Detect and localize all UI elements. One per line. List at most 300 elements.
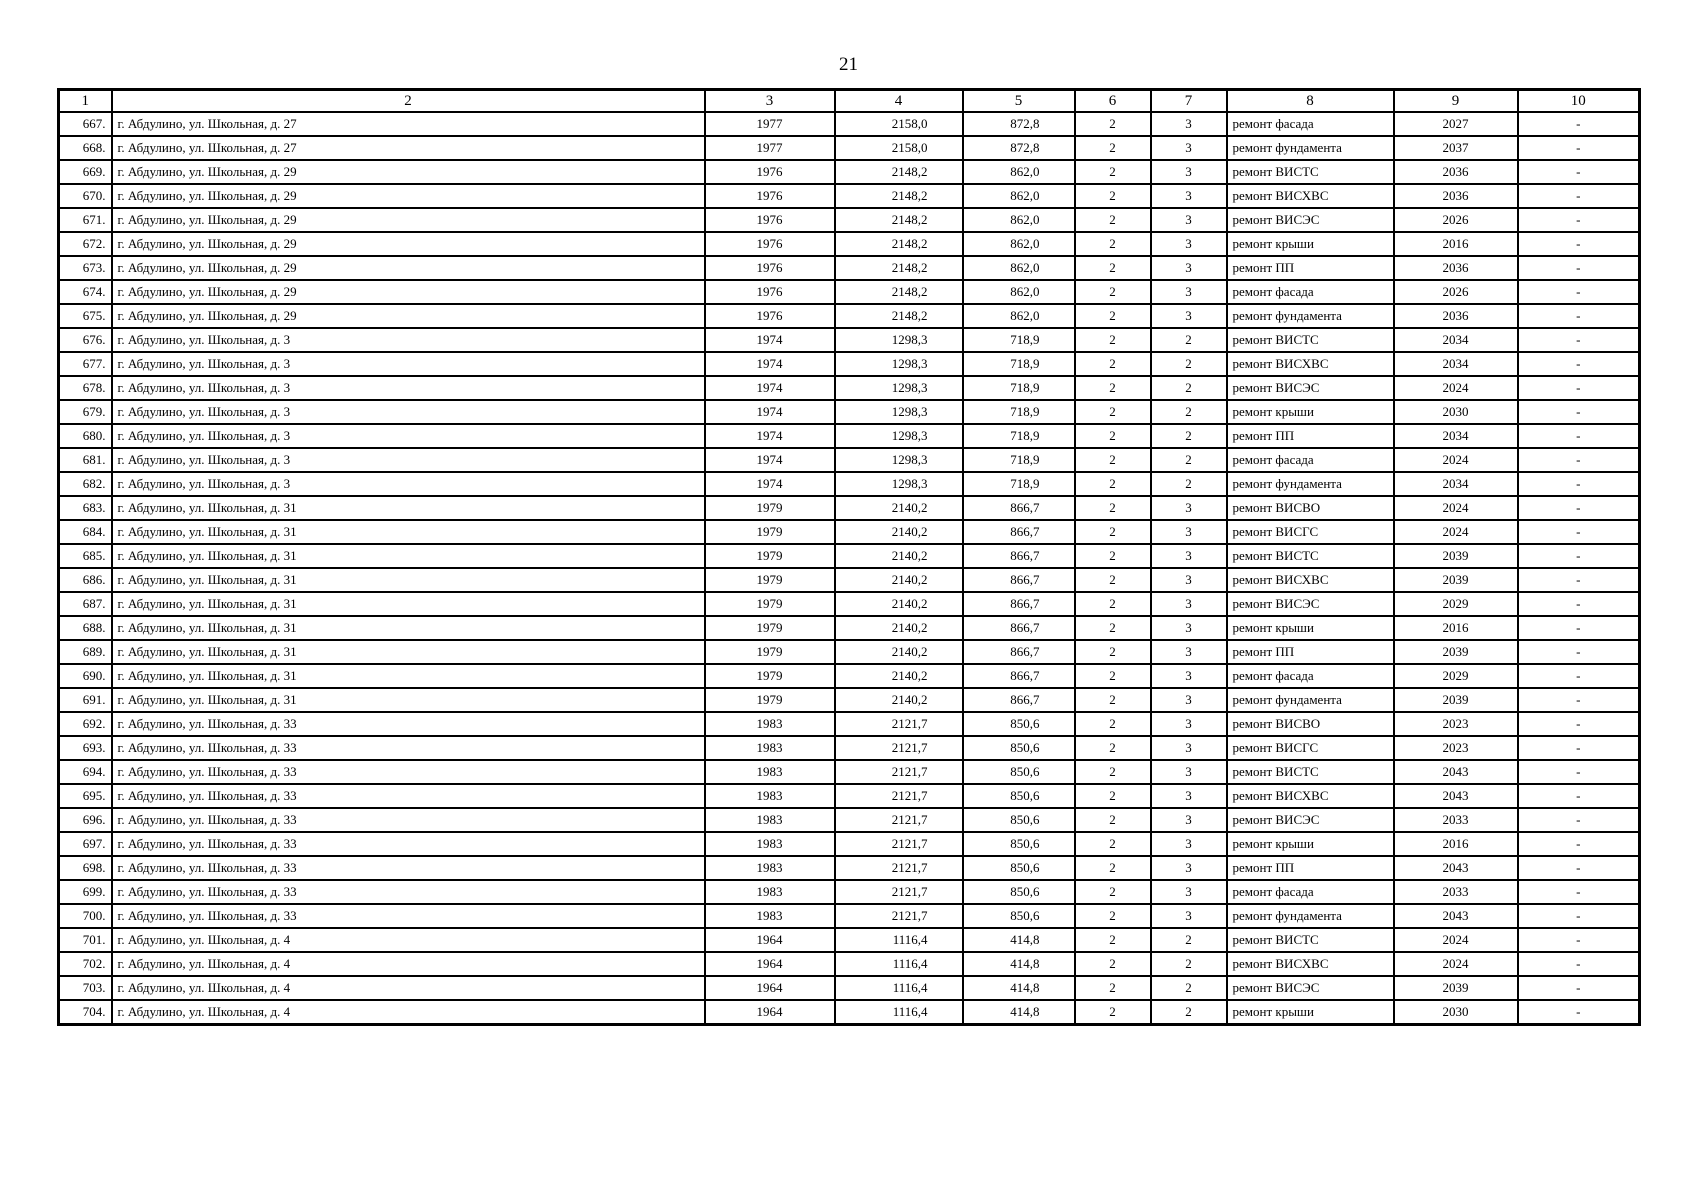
- cell-floors: 2: [1075, 928, 1151, 952]
- column-header: 10: [1518, 90, 1640, 113]
- cell-work-type: ремонт ПП: [1227, 856, 1394, 880]
- cell-floors: 2: [1075, 328, 1151, 352]
- cell-entrances: 3: [1151, 712, 1227, 736]
- cell-entrances: 3: [1151, 304, 1227, 328]
- cell-total-area: 2140,2: [835, 640, 963, 664]
- table-row: [59, 472, 1640, 496]
- cell-address: г. Абдулино, ул. Школьная, д. 33: [112, 736, 705, 760]
- cell-floors: 2: [1075, 712, 1151, 736]
- cell-row-number: 704.: [59, 1000, 112, 1025]
- cell-entrances: 3: [1151, 136, 1227, 160]
- table-row: [59, 184, 1640, 208]
- cell-total-area: 2140,2: [835, 592, 963, 616]
- cell-floors: 2: [1075, 568, 1151, 592]
- cell-year-built: 1983: [705, 856, 835, 880]
- cell-year-built: 1974: [705, 448, 835, 472]
- cell-year-built: 1983: [705, 784, 835, 808]
- table-row: [59, 448, 1640, 472]
- table-row: [59, 424, 1640, 448]
- cell-work-type: ремонт ВИСТС: [1227, 928, 1394, 952]
- cell-year-built: 1979: [705, 688, 835, 712]
- cell-address: г. Абдулино, ул. Школьная, д. 4: [112, 1000, 705, 1025]
- cell-note: -: [1518, 328, 1640, 352]
- cell-year-built: 1979: [705, 568, 835, 592]
- cell-living-area: 850,6: [963, 760, 1075, 784]
- cell-planned-year: 2034: [1394, 472, 1518, 496]
- cell-year-built: 1974: [705, 424, 835, 448]
- cell-address: г. Абдулино, ул. Школьная, д. 31: [112, 544, 705, 568]
- cell-note: -: [1518, 880, 1640, 904]
- cell-note: -: [1518, 832, 1640, 856]
- housing-repair-table: [57, 88, 1641, 1026]
- cell-entrances: 3: [1151, 112, 1227, 136]
- cell-entrances: 3: [1151, 256, 1227, 280]
- cell-note: -: [1518, 448, 1640, 472]
- column-header: 4: [835, 90, 963, 113]
- cell-total-area: 2158,0: [835, 136, 963, 160]
- cell-entrances: 3: [1151, 520, 1227, 544]
- cell-address: г. Абдулино, ул. Школьная, д. 3: [112, 448, 705, 472]
- cell-note: -: [1518, 520, 1640, 544]
- table-row: [59, 256, 1640, 280]
- cell-address: г. Абдулино, ул. Школьная, д. 3: [112, 376, 705, 400]
- cell-planned-year: 2024: [1394, 520, 1518, 544]
- cell-row-number: 697.: [59, 832, 112, 856]
- cell-total-area: 1298,3: [835, 424, 963, 448]
- cell-living-area: 862,0: [963, 304, 1075, 328]
- table-row: [59, 664, 1640, 688]
- table-row: [59, 976, 1640, 1000]
- cell-planned-year: 2039: [1394, 568, 1518, 592]
- cell-row-number: 695.: [59, 784, 112, 808]
- cell-work-type: ремонт фасада: [1227, 112, 1394, 136]
- cell-address: г. Абдулино, ул. Школьная, д. 4: [112, 928, 705, 952]
- cell-living-area: 872,8: [963, 112, 1075, 136]
- cell-row-number: 678.: [59, 376, 112, 400]
- cell-entrances: 3: [1151, 496, 1227, 520]
- cell-planned-year: 2029: [1394, 592, 1518, 616]
- column-header: 7: [1151, 90, 1227, 113]
- cell-note: -: [1518, 376, 1640, 400]
- cell-work-type: ремонт фундамента: [1227, 304, 1394, 328]
- cell-year-built: 1979: [705, 664, 835, 688]
- cell-floors: 2: [1075, 424, 1151, 448]
- cell-year-built: 1976: [705, 184, 835, 208]
- cell-floors: 2: [1075, 832, 1151, 856]
- cell-floors: 2: [1075, 856, 1151, 880]
- table-row: [59, 928, 1640, 952]
- cell-living-area: 866,7: [963, 496, 1075, 520]
- cell-planned-year: 2023: [1394, 736, 1518, 760]
- cell-planned-year: 2016: [1394, 232, 1518, 256]
- cell-total-area: 1116,4: [835, 976, 963, 1000]
- cell-planned-year: 2039: [1394, 976, 1518, 1000]
- cell-entrances: 2: [1151, 472, 1227, 496]
- cell-row-number: 682.: [59, 472, 112, 496]
- cell-row-number: 698.: [59, 856, 112, 880]
- cell-address: г. Абдулино, ул. Школьная, д. 31: [112, 688, 705, 712]
- cell-living-area: 850,6: [963, 880, 1075, 904]
- cell-living-area: 850,6: [963, 904, 1075, 928]
- cell-total-area: 1116,4: [835, 1000, 963, 1025]
- table-row: [59, 712, 1640, 736]
- cell-work-type: ремонт крыши: [1227, 232, 1394, 256]
- cell-work-type: ремонт фундамента: [1227, 904, 1394, 928]
- cell-note: -: [1518, 688, 1640, 712]
- table-row: [59, 160, 1640, 184]
- table-body: [59, 112, 1640, 1025]
- cell-planned-year: 2037: [1394, 136, 1518, 160]
- cell-total-area: 2121,7: [835, 760, 963, 784]
- cell-address: г. Абдулино, ул. Школьная, д. 31: [112, 592, 705, 616]
- cell-address: г. Абдулино, ул. Школьная, д. 31: [112, 616, 705, 640]
- cell-year-built: 1974: [705, 328, 835, 352]
- cell-floors: 2: [1075, 256, 1151, 280]
- table-row: [59, 688, 1640, 712]
- cell-entrances: 3: [1151, 664, 1227, 688]
- cell-note: -: [1518, 592, 1640, 616]
- cell-note: -: [1518, 472, 1640, 496]
- cell-work-type: ремонт фундамента: [1227, 136, 1394, 160]
- column-header: 1: [59, 90, 112, 113]
- cell-living-area: 862,0: [963, 232, 1075, 256]
- cell-floors: 2: [1075, 160, 1151, 184]
- table-row: [59, 1000, 1640, 1025]
- cell-note: -: [1518, 280, 1640, 304]
- cell-total-area: 2121,7: [835, 784, 963, 808]
- cell-living-area: 862,0: [963, 208, 1075, 232]
- cell-year-built: 1976: [705, 280, 835, 304]
- cell-work-type: ремонт ПП: [1227, 640, 1394, 664]
- cell-floors: 2: [1075, 544, 1151, 568]
- cell-total-area: 1298,3: [835, 400, 963, 424]
- cell-note: -: [1518, 352, 1640, 376]
- table-row: [59, 304, 1640, 328]
- cell-total-area: 2140,2: [835, 520, 963, 544]
- cell-planned-year: 2036: [1394, 304, 1518, 328]
- cell-note: -: [1518, 424, 1640, 448]
- cell-planned-year: 2036: [1394, 256, 1518, 280]
- cell-living-area: 866,7: [963, 664, 1075, 688]
- cell-floors: 2: [1075, 280, 1151, 304]
- cell-row-number: 672.: [59, 232, 112, 256]
- column-header: 3: [705, 90, 835, 113]
- cell-living-area: 862,0: [963, 160, 1075, 184]
- cell-floors: 2: [1075, 472, 1151, 496]
- cell-address: г. Абдулино, ул. Школьная, д. 29: [112, 304, 705, 328]
- table-row: [59, 904, 1640, 928]
- cell-entrances: 3: [1151, 688, 1227, 712]
- cell-floors: 2: [1075, 304, 1151, 328]
- cell-address: г. Абдулино, ул. Школьная, д. 31: [112, 496, 705, 520]
- cell-living-area: 718,9: [963, 328, 1075, 352]
- cell-living-area: 866,7: [963, 544, 1075, 568]
- cell-total-area: 2121,7: [835, 832, 963, 856]
- cell-planned-year: 2024: [1394, 376, 1518, 400]
- cell-floors: 2: [1075, 784, 1151, 808]
- cell-total-area: 1298,3: [835, 472, 963, 496]
- cell-row-number: 680.: [59, 424, 112, 448]
- cell-total-area: 2140,2: [835, 688, 963, 712]
- cell-address: г. Абдулино, ул. Школьная, д. 4: [112, 952, 705, 976]
- cell-planned-year: 2043: [1394, 904, 1518, 928]
- table-row: [59, 496, 1640, 520]
- cell-year-built: 1964: [705, 976, 835, 1000]
- cell-row-number: 681.: [59, 448, 112, 472]
- cell-living-area: 872,8: [963, 136, 1075, 160]
- cell-address: г. Абдулино, ул. Школьная, д. 29: [112, 232, 705, 256]
- cell-planned-year: 2039: [1394, 688, 1518, 712]
- cell-work-type: ремонт ВИСХВС: [1227, 784, 1394, 808]
- cell-work-type: ремонт ПП: [1227, 256, 1394, 280]
- cell-row-number: 677.: [59, 352, 112, 376]
- cell-total-area: 2121,7: [835, 712, 963, 736]
- cell-work-type: ремонт ВИСТС: [1227, 160, 1394, 184]
- cell-living-area: 866,7: [963, 592, 1075, 616]
- cell-floors: 2: [1075, 136, 1151, 160]
- cell-year-built: 1974: [705, 400, 835, 424]
- cell-row-number: 673.: [59, 256, 112, 280]
- cell-total-area: 2140,2: [835, 664, 963, 688]
- cell-total-area: 1116,4: [835, 928, 963, 952]
- cell-address: г. Абдулино, ул. Школьная, д. 31: [112, 568, 705, 592]
- cell-floors: 2: [1075, 592, 1151, 616]
- cell-address: г. Абдулино, ул. Школьная, д. 3: [112, 424, 705, 448]
- cell-floors: 2: [1075, 352, 1151, 376]
- cell-note: -: [1518, 232, 1640, 256]
- cell-work-type: ремонт ВИСХВС: [1227, 952, 1394, 976]
- cell-floors: 2: [1075, 208, 1151, 232]
- cell-planned-year: 2026: [1394, 280, 1518, 304]
- cell-year-built: 1977: [705, 112, 835, 136]
- table-row: [59, 352, 1640, 376]
- cell-floors: 2: [1075, 376, 1151, 400]
- cell-work-type: ремонт ВИСТС: [1227, 544, 1394, 568]
- cell-work-type: ремонт ВИСГС: [1227, 736, 1394, 760]
- cell-note: -: [1518, 808, 1640, 832]
- cell-row-number: 700.: [59, 904, 112, 928]
- cell-note: -: [1518, 976, 1640, 1000]
- cell-note: -: [1518, 544, 1640, 568]
- cell-living-area: 866,7: [963, 520, 1075, 544]
- cell-entrances: 3: [1151, 280, 1227, 304]
- cell-entrances: 3: [1151, 208, 1227, 232]
- cell-planned-year: 2043: [1394, 760, 1518, 784]
- cell-work-type: ремонт фундамента: [1227, 688, 1394, 712]
- cell-work-type: ремонт фасада: [1227, 664, 1394, 688]
- cell-work-type: ремонт ВИСХВС: [1227, 352, 1394, 376]
- cell-planned-year: 2024: [1394, 928, 1518, 952]
- cell-planned-year: 2030: [1394, 1000, 1518, 1025]
- cell-row-number: 674.: [59, 280, 112, 304]
- cell-planned-year: 2043: [1394, 856, 1518, 880]
- cell-year-built: 1979: [705, 592, 835, 616]
- cell-floors: 2: [1075, 904, 1151, 928]
- cell-living-area: 850,6: [963, 712, 1075, 736]
- column-header: 2: [112, 90, 705, 113]
- cell-address: г. Абдулино, ул. Школьная, д. 33: [112, 832, 705, 856]
- cell-address: г. Абдулино, ул. Школьная, д. 33: [112, 760, 705, 784]
- cell-floors: 2: [1075, 952, 1151, 976]
- cell-living-area: 850,6: [963, 736, 1075, 760]
- cell-total-area: 1298,3: [835, 352, 963, 376]
- cell-living-area: 866,7: [963, 616, 1075, 640]
- cell-address: г. Абдулино, ул. Школьная, д. 29: [112, 184, 705, 208]
- cell-entrances: 3: [1151, 568, 1227, 592]
- cell-note: -: [1518, 784, 1640, 808]
- cell-floors: 2: [1075, 448, 1151, 472]
- cell-living-area: 414,8: [963, 1000, 1075, 1025]
- cell-floors: 2: [1075, 232, 1151, 256]
- cell-total-area: 2148,2: [835, 160, 963, 184]
- cell-planned-year: 2027: [1394, 112, 1518, 136]
- cell-row-number: 670.: [59, 184, 112, 208]
- cell-floors: 2: [1075, 112, 1151, 136]
- cell-work-type: ремонт крыши: [1227, 832, 1394, 856]
- cell-entrances: 2: [1151, 976, 1227, 1000]
- cell-row-number: 696.: [59, 808, 112, 832]
- cell-row-number: 694.: [59, 760, 112, 784]
- table-row: [59, 760, 1640, 784]
- table-row: [59, 640, 1640, 664]
- cell-floors: 2: [1075, 520, 1151, 544]
- cell-address: г. Абдулино, ул. Школьная, д. 29: [112, 208, 705, 232]
- cell-address: г. Абдулино, ул. Школьная, д. 3: [112, 400, 705, 424]
- cell-row-number: 671.: [59, 208, 112, 232]
- cell-living-area: 862,0: [963, 280, 1075, 304]
- cell-total-area: 2121,7: [835, 808, 963, 832]
- cell-living-area: 862,0: [963, 256, 1075, 280]
- cell-living-area: 718,9: [963, 448, 1075, 472]
- cell-row-number: 683.: [59, 496, 112, 520]
- cell-planned-year: 2033: [1394, 808, 1518, 832]
- cell-living-area: 414,8: [963, 976, 1075, 1000]
- cell-work-type: ремонт ВИСЭС: [1227, 592, 1394, 616]
- table-row: [59, 808, 1640, 832]
- cell-note: -: [1518, 208, 1640, 232]
- cell-note: -: [1518, 496, 1640, 520]
- cell-entrances: 3: [1151, 760, 1227, 784]
- cell-entrances: 2: [1151, 352, 1227, 376]
- cell-year-built: 1964: [705, 952, 835, 976]
- cell-work-type: ремонт ВИСВО: [1227, 496, 1394, 520]
- cell-entrances: 2: [1151, 376, 1227, 400]
- cell-total-area: 1298,3: [835, 376, 963, 400]
- cell-floors: 2: [1075, 760, 1151, 784]
- cell-total-area: 2148,2: [835, 232, 963, 256]
- cell-entrances: 3: [1151, 880, 1227, 904]
- cell-note: -: [1518, 856, 1640, 880]
- cell-year-built: 1983: [705, 736, 835, 760]
- cell-work-type: ремонт ВИСГС: [1227, 520, 1394, 544]
- cell-year-built: 1979: [705, 640, 835, 664]
- cell-living-area: 414,8: [963, 952, 1075, 976]
- cell-total-area: 2140,2: [835, 616, 963, 640]
- cell-floors: 2: [1075, 880, 1151, 904]
- cell-total-area: 2148,2: [835, 280, 963, 304]
- cell-row-number: 675.: [59, 304, 112, 328]
- cell-year-built: 1983: [705, 904, 835, 928]
- cell-address: г. Абдулино, ул. Школьная, д. 3: [112, 472, 705, 496]
- column-header: 8: [1227, 90, 1394, 113]
- cell-year-built: 1976: [705, 256, 835, 280]
- cell-planned-year: 2036: [1394, 184, 1518, 208]
- cell-row-number: 699.: [59, 880, 112, 904]
- cell-work-type: ремонт крыши: [1227, 1000, 1394, 1025]
- cell-floors: 2: [1075, 640, 1151, 664]
- cell-address: г. Абдулино, ул. Школьная, д. 33: [112, 880, 705, 904]
- cell-living-area: 866,7: [963, 568, 1075, 592]
- cell-year-built: 1976: [705, 232, 835, 256]
- cell-note: -: [1518, 904, 1640, 928]
- cell-row-number: 692.: [59, 712, 112, 736]
- cell-row-number: 676.: [59, 328, 112, 352]
- cell-row-number: 690.: [59, 664, 112, 688]
- table-row: [59, 328, 1640, 352]
- cell-entrances: 3: [1151, 616, 1227, 640]
- cell-floors: 2: [1075, 976, 1151, 1000]
- cell-total-area: 2140,2: [835, 544, 963, 568]
- cell-floors: 2: [1075, 400, 1151, 424]
- table-row: [59, 136, 1640, 160]
- table-row: [59, 520, 1640, 544]
- cell-planned-year: 2034: [1394, 352, 1518, 376]
- cell-floors: 2: [1075, 736, 1151, 760]
- cell-row-number: 684.: [59, 520, 112, 544]
- cell-note: -: [1518, 112, 1640, 136]
- cell-year-built: 1983: [705, 808, 835, 832]
- cell-planned-year: 2029: [1394, 664, 1518, 688]
- cell-note: -: [1518, 256, 1640, 280]
- cell-address: г. Абдулино, ул. Школьная, д. 31: [112, 640, 705, 664]
- cell-planned-year: 2024: [1394, 448, 1518, 472]
- cell-work-type: ремонт ВИСЭС: [1227, 976, 1394, 1000]
- cell-planned-year: 2023: [1394, 712, 1518, 736]
- cell-row-number: 688.: [59, 616, 112, 640]
- cell-planned-year: 2034: [1394, 424, 1518, 448]
- cell-planned-year: 2034: [1394, 328, 1518, 352]
- cell-work-type: ремонт ВИСЭС: [1227, 208, 1394, 232]
- cell-year-built: 1974: [705, 352, 835, 376]
- cell-planned-year: 2024: [1394, 952, 1518, 976]
- cell-planned-year: 2030: [1394, 400, 1518, 424]
- cell-work-type: ремонт ВИСТС: [1227, 760, 1394, 784]
- cell-total-area: 2158,0: [835, 112, 963, 136]
- cell-note: -: [1518, 160, 1640, 184]
- cell-total-area: 1116,4: [835, 952, 963, 976]
- cell-living-area: 718,9: [963, 352, 1075, 376]
- cell-note: -: [1518, 400, 1640, 424]
- cell-note: -: [1518, 304, 1640, 328]
- cell-year-built: 1979: [705, 616, 835, 640]
- cell-living-area: 850,6: [963, 784, 1075, 808]
- cell-entrances: 2: [1151, 448, 1227, 472]
- cell-note: -: [1518, 616, 1640, 640]
- cell-work-type: ремонт фасада: [1227, 448, 1394, 472]
- cell-floors: 2: [1075, 808, 1151, 832]
- cell-work-type: ремонт ПП: [1227, 424, 1394, 448]
- cell-total-area: 2121,7: [835, 736, 963, 760]
- cell-address: г. Абдулино, ул. Школьная, д. 27: [112, 112, 705, 136]
- cell-note: -: [1518, 1000, 1640, 1025]
- cell-entrances: 3: [1151, 184, 1227, 208]
- cell-total-area: 1298,3: [835, 328, 963, 352]
- cell-work-type: ремонт фасада: [1227, 880, 1394, 904]
- cell-year-built: 1979: [705, 496, 835, 520]
- cell-work-type: ремонт фасада: [1227, 280, 1394, 304]
- cell-entrances: 3: [1151, 856, 1227, 880]
- cell-floors: 2: [1075, 1000, 1151, 1025]
